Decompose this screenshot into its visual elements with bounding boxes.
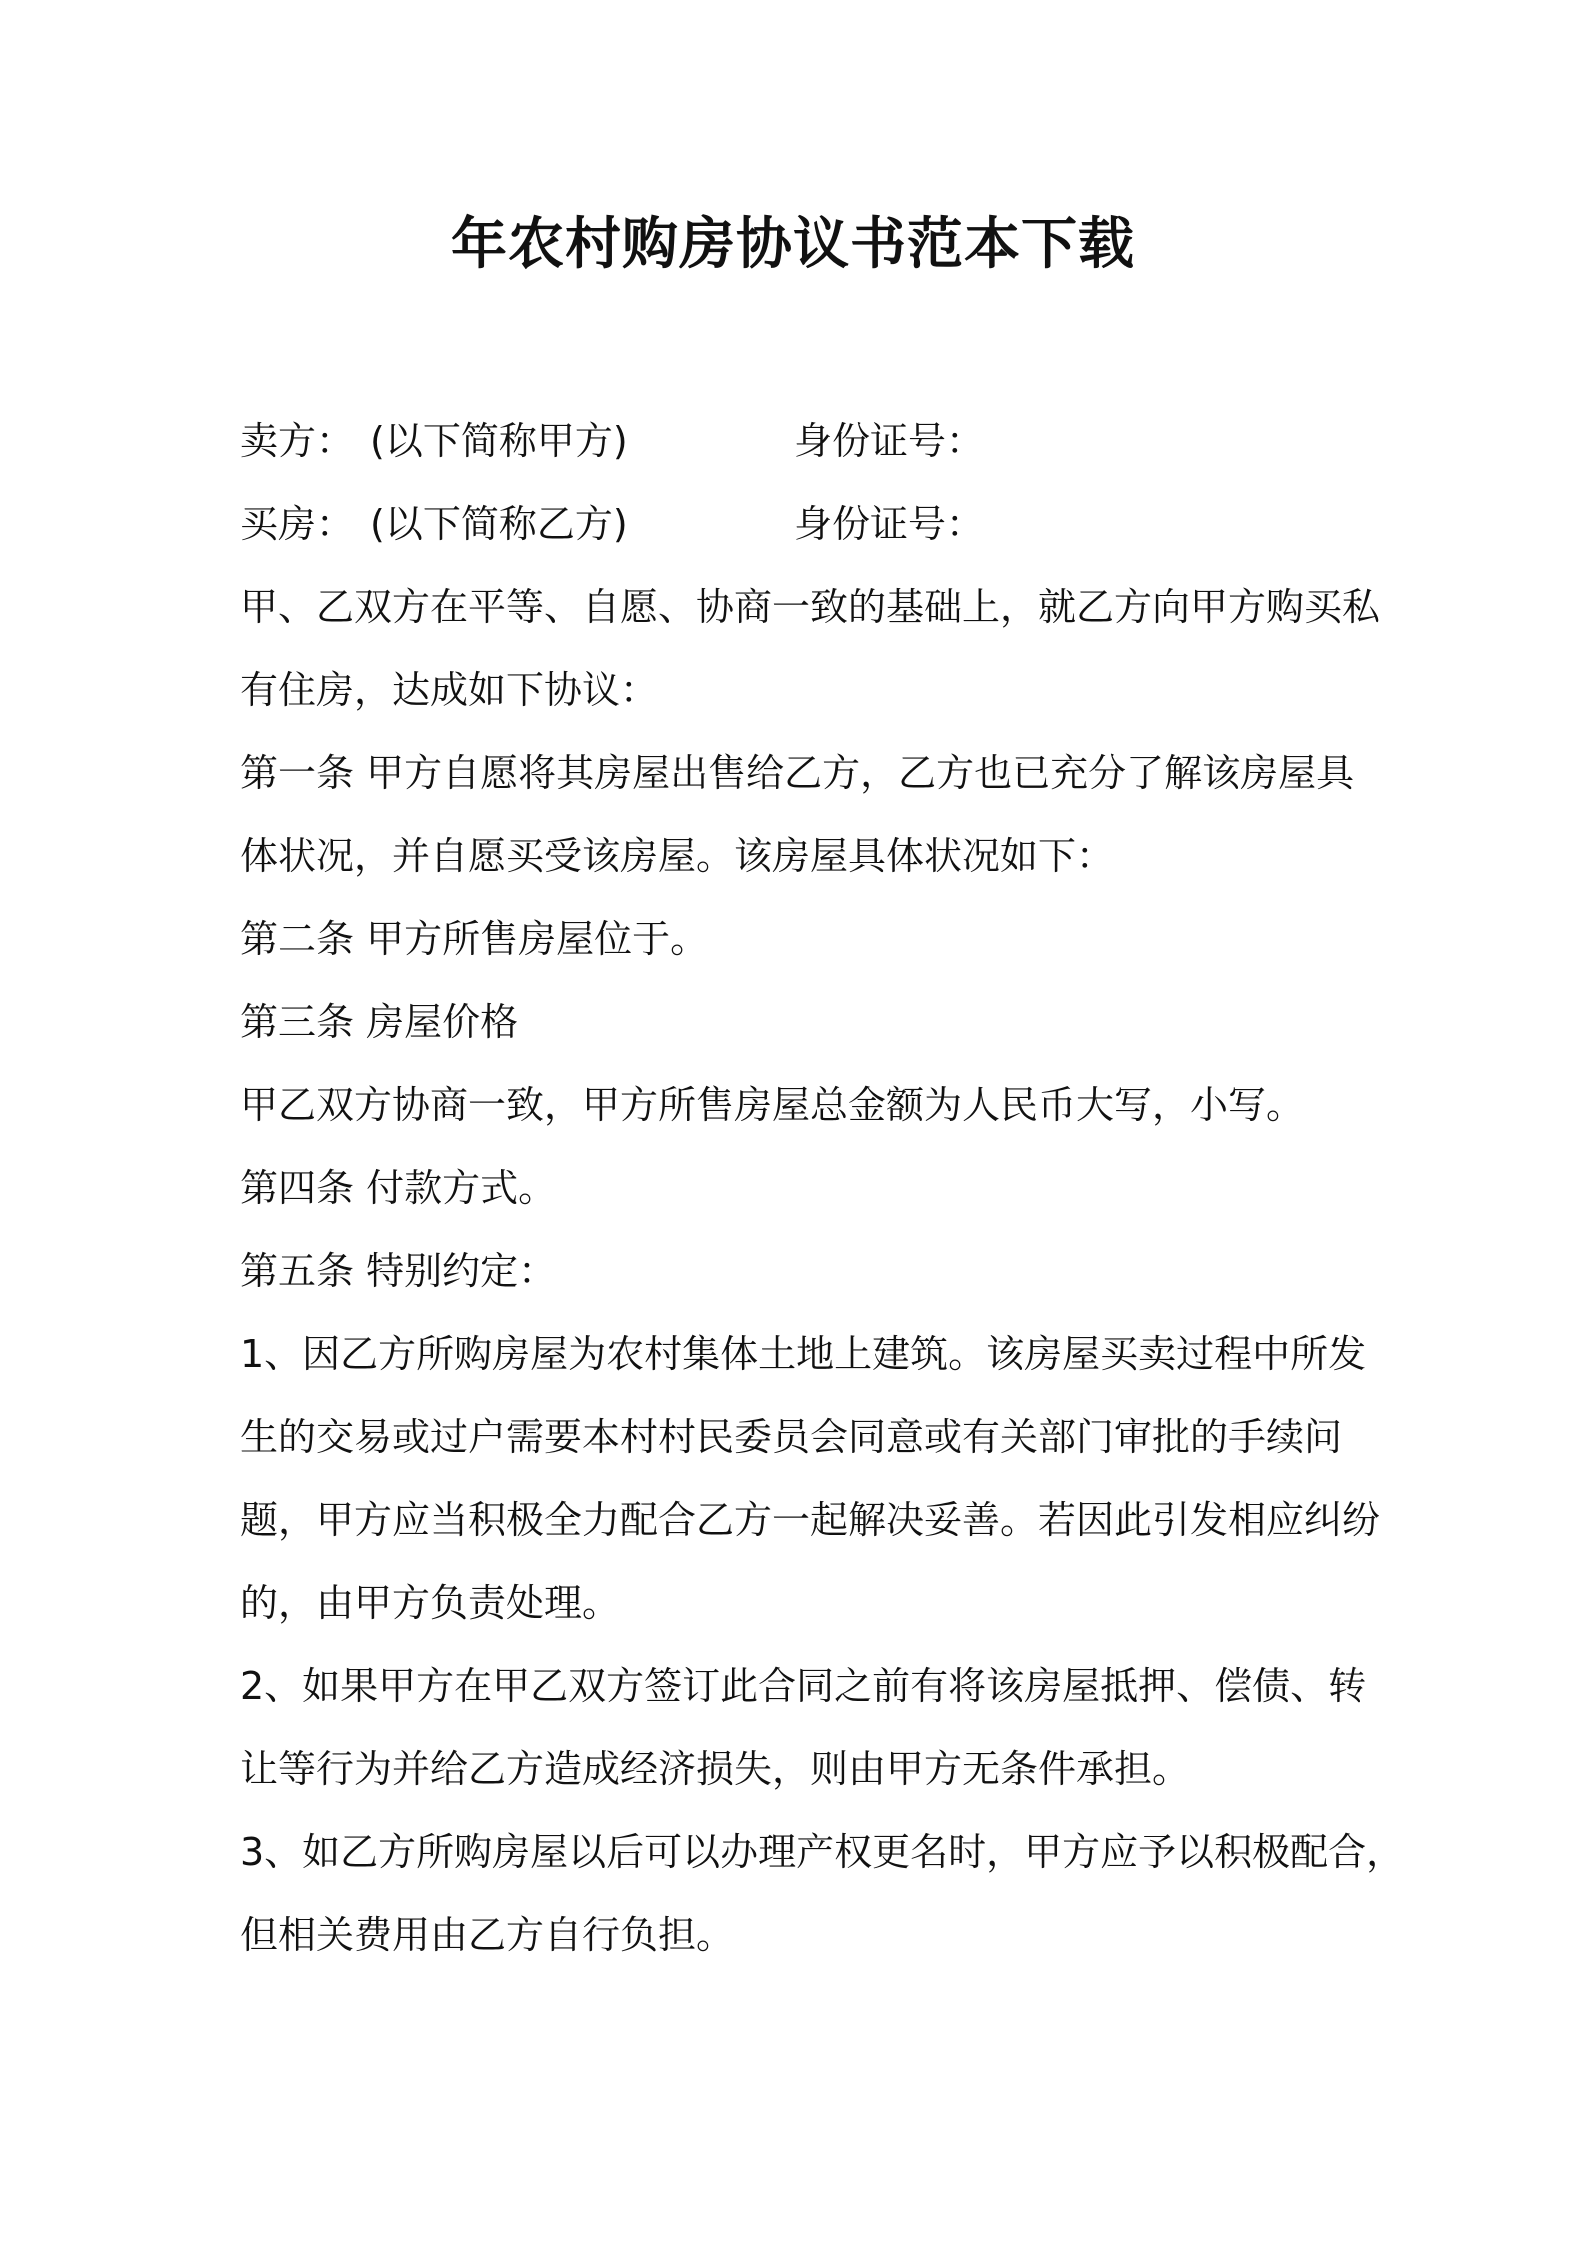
document-title: 年农村购房协议书范本下载 xyxy=(451,212,1135,277)
article-1-line: 第一条 甲方自愿将其房屋出售给乙方，乙方也已充分了解该房屋具 xyxy=(240,751,1355,795)
buyer-id-label: 身份证号： xyxy=(794,502,985,546)
text-line: 有住房，达成如下协议： xyxy=(240,668,659,712)
clause-1-line: 1、因乙方所购房屋为农村集体土地上建筑。该房屋买卖过程中所发 xyxy=(240,1332,1367,1376)
article-3-heading: 第三条 房屋价格 xyxy=(240,1000,519,1044)
article-4-line: 第四条 付款方式。 xyxy=(240,1166,557,1210)
seller-id-label: 身份证号： xyxy=(794,419,985,463)
text-line: 生的交易或过户需要本村村民委员会同意或有关部门审批的手续问 xyxy=(240,1415,1343,1459)
seller-row xyxy=(240,400,1370,483)
text-line: 让等行为并给乙方造成经济损失，则由甲方无条件承担。 xyxy=(240,1747,1191,1791)
clause-3-line: 3、如乙方所购房屋以后可以办理产权更名时，甲方应予以积极配合， xyxy=(240,1830,1405,1874)
document-body xyxy=(240,400,1405,1977)
buyer-role: (以下简称乙方) xyxy=(370,502,628,546)
buyer-row xyxy=(240,483,1370,566)
text-line: 体状况，并自愿买受该房屋。该房屋具体状况如下： xyxy=(240,834,1115,878)
buyer-label: 买房： xyxy=(240,502,355,546)
text-line: 甲乙双方协商一致，甲方所售房屋总金额为人民币大写，小写。 xyxy=(240,1083,1305,1127)
text-line: 但相关费用由乙方自行负担。 xyxy=(240,1913,735,1957)
text-line: 的，由甲方负责处理。 xyxy=(240,1581,621,1625)
seller-label: 卖方： xyxy=(240,419,355,463)
clause-2-line: 2、如果甲方在甲乙双方签订此合同之前有将该房屋抵押、偿债、转 xyxy=(240,1664,1367,1708)
seller-role: (以下简称甲方) xyxy=(370,419,628,463)
text-line: 甲、乙双方在平等、自愿、协商一致的基础上，就乙方向甲方购买私 xyxy=(240,585,1381,629)
text-line: 题，甲方应当积极全力配合乙方一起解决妥善。若因此引发相应纠纷 xyxy=(240,1498,1381,1542)
article-2-line: 第二条 甲方所售房屋位于。 xyxy=(240,917,709,961)
article-5-heading: 第五条 特别约定： xyxy=(240,1249,557,1293)
